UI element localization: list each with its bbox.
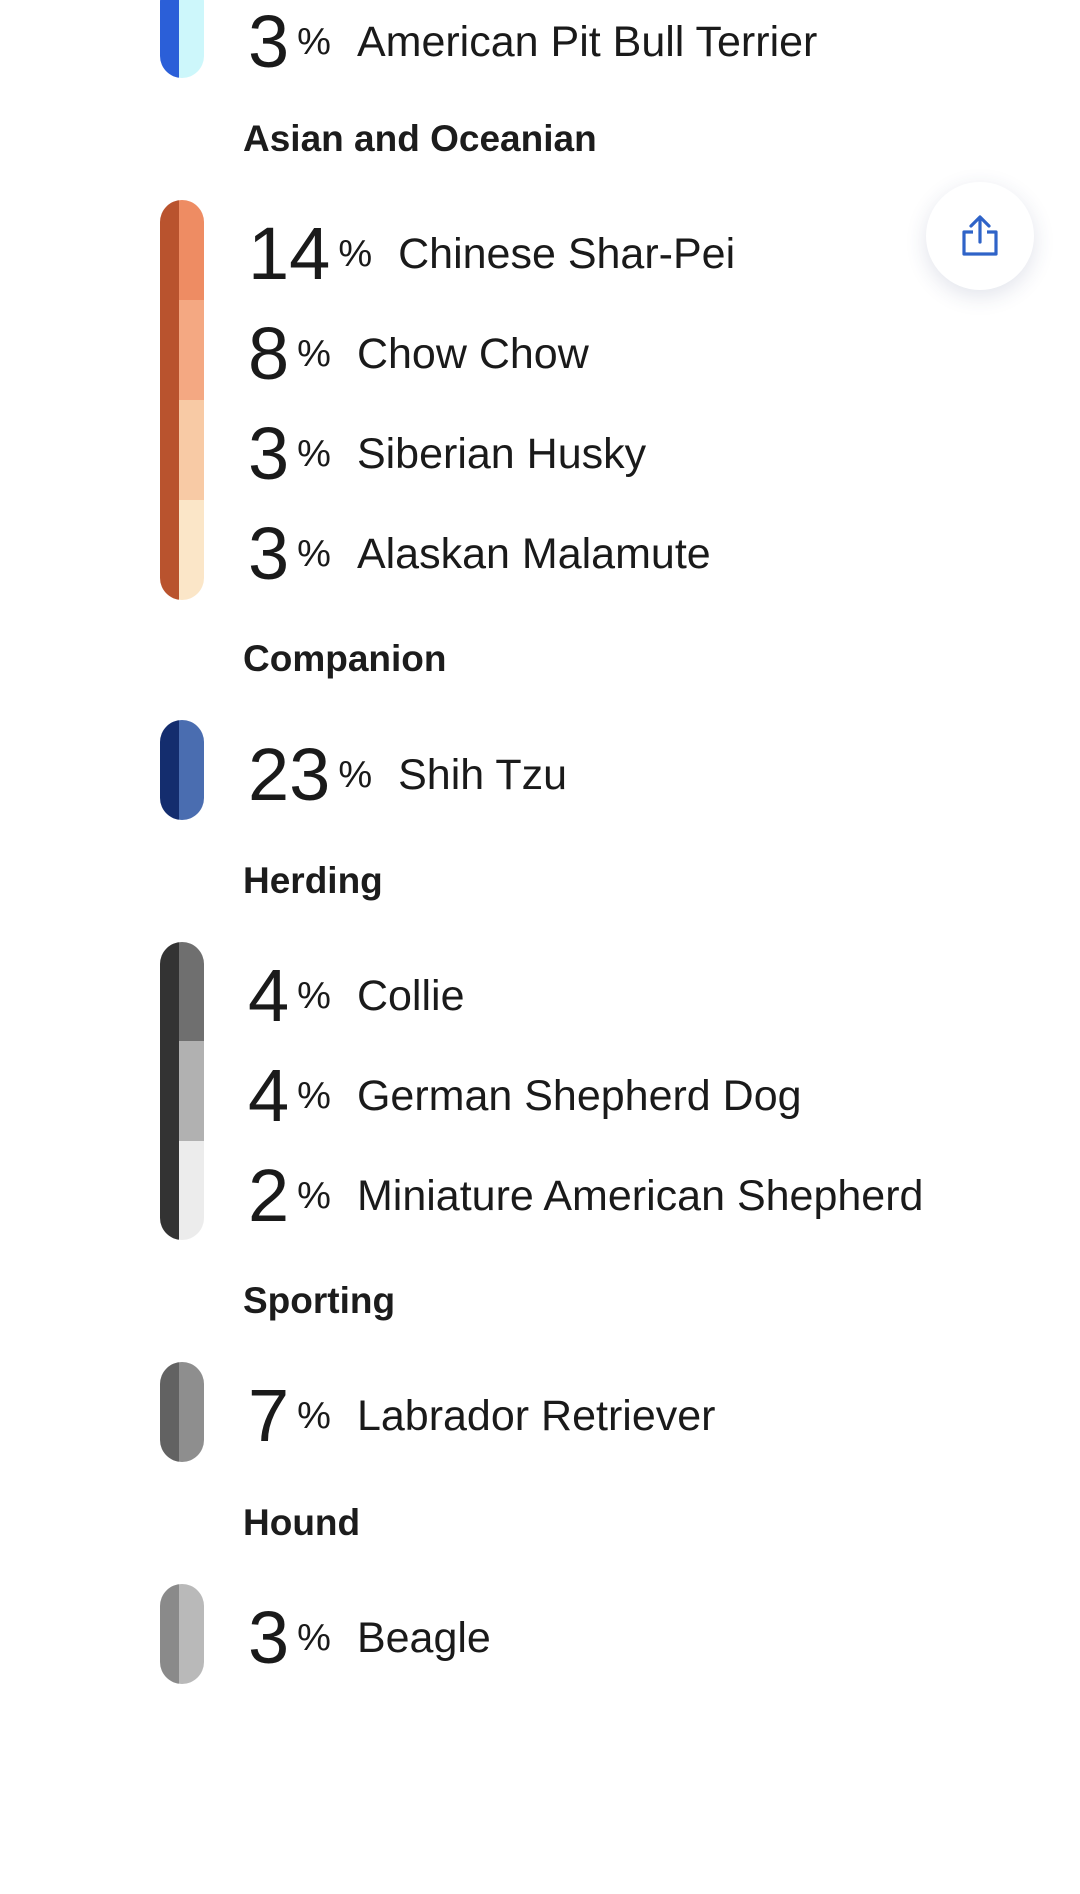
percent-value: 4 — [248, 1054, 290, 1137]
breed-name: American Pit Bull Terrier — [356, 17, 818, 66]
bar-edge — [160, 200, 179, 600]
group-title: Asian and Oceanian — [243, 118, 597, 159]
group-color-bar — [160, 200, 204, 600]
bar-edge — [160, 1362, 179, 1462]
breed-name: Shih Tzu — [398, 750, 568, 799]
bar-segment — [179, 0, 204, 78]
group-color-bar — [160, 720, 204, 820]
percent-value: 3 — [248, 0, 290, 83]
breed-row — [248, 1588, 491, 1688]
breed-row — [248, 204, 735, 304]
breed-name: Labrador Retriever — [356, 1391, 716, 1440]
bar-segments — [179, 1362, 204, 1462]
group-title: Herding — [243, 860, 383, 901]
percent-sign: % — [338, 753, 373, 796]
bar-segments — [179, 720, 204, 820]
percent-value: 14 — [248, 212, 331, 295]
share-button[interactable] — [926, 182, 1034, 290]
bar-edge — [160, 720, 179, 820]
group-color-bar — [160, 1362, 204, 1462]
group-color-bar — [160, 1584, 204, 1684]
percent-sign: % — [338, 232, 373, 275]
bar-segment — [179, 720, 204, 820]
percent-sign: % — [297, 1616, 331, 1659]
percent-sign: % — [297, 332, 331, 375]
breed-row — [248, 504, 711, 604]
breed-row — [248, 304, 589, 404]
breed-row — [248, 1046, 802, 1146]
breed-name: Chinese Shar-Pei — [398, 229, 736, 278]
bar-edge — [160, 942, 179, 1240]
percent-sign: % — [297, 532, 331, 575]
percent-value: 3 — [248, 1596, 290, 1679]
bar-segment — [179, 200, 204, 300]
bar-segment — [179, 1584, 204, 1684]
percent-sign: % — [297, 20, 331, 63]
percent-value: 3 — [248, 412, 290, 495]
percent-sign: % — [297, 432, 331, 475]
breed-name: German Shepherd Dog — [356, 1071, 802, 1120]
breed-row — [248, 1366, 715, 1466]
percent-value: 7 — [248, 1374, 290, 1457]
bar-segments — [179, 0, 204, 78]
bar-segments — [179, 200, 204, 600]
bar-segment — [179, 500, 204, 600]
percent-value: 8 — [248, 312, 290, 395]
share-icon — [960, 214, 1000, 258]
breed-name: Miniature American Shepherd — [356, 1171, 924, 1220]
bar-edge — [160, 1584, 179, 1684]
bar-segments — [179, 1584, 204, 1684]
breed-name: Chow Chow — [356, 329, 589, 378]
breed-name: Alaskan Malamute — [356, 529, 711, 578]
group-color-bar — [160, 942, 204, 1240]
percent-sign: % — [297, 974, 331, 1017]
bar-segment — [179, 1362, 204, 1462]
bar-segments — [179, 942, 204, 1240]
bar-segment — [179, 942, 204, 1041]
breed-row — [248, 725, 567, 825]
percent-value: 2 — [248, 1154, 290, 1237]
percent-sign: % — [297, 1394, 331, 1437]
breed-name: Siberian Husky — [356, 429, 647, 478]
group-color-bar — [160, 0, 204, 78]
percent-sign: % — [297, 1074, 331, 1117]
percent-value: 3 — [248, 512, 290, 595]
group-title: Companion — [243, 638, 447, 679]
breed-row — [248, 946, 465, 1046]
breed-row — [248, 404, 646, 504]
breed-name: Beagle — [356, 1613, 491, 1662]
bar-segment — [179, 1041, 204, 1140]
percent-value: 4 — [248, 954, 290, 1037]
bar-segment — [179, 300, 204, 400]
percent-value: 23 — [248, 733, 331, 816]
bar-segment — [179, 1141, 204, 1240]
bar-segment — [179, 400, 204, 500]
breed-row — [248, 1146, 923, 1246]
breed-name: Collie — [356, 971, 465, 1020]
bar-edge — [160, 0, 179, 78]
group-title: Hound — [243, 1502, 361, 1543]
group-title: Sporting — [243, 1280, 396, 1321]
breed-row — [248, 0, 817, 92]
percent-sign: % — [297, 1174, 331, 1217]
